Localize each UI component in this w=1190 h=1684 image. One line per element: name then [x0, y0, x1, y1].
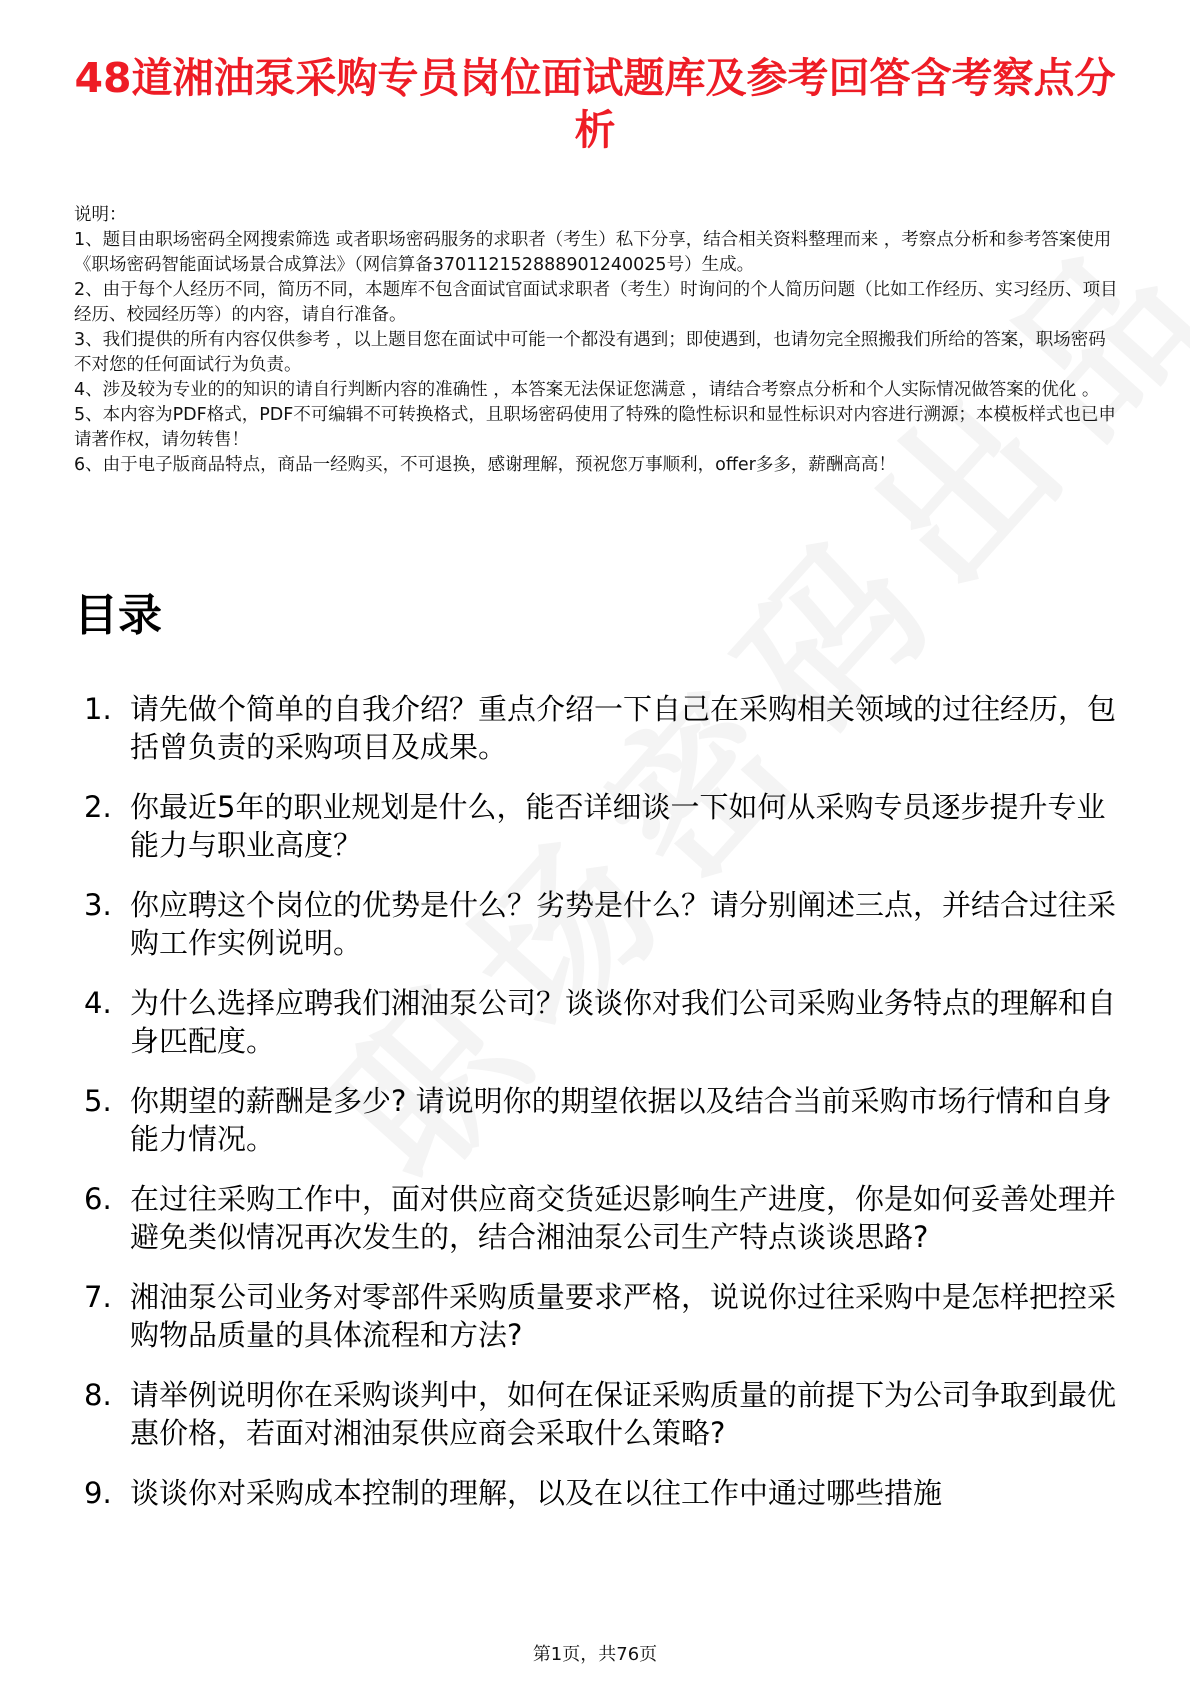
toc-item-text: 请举例说明你在采购谈判中，如何在保证采购质量的前提下为公司争取到最优惠价格，若面对湘油泵供应商会采取什么策略? — [130, 1378, 1117, 1450]
notes-heading: 说明： — [74, 205, 127, 225]
toc-item-number: 4. — [84, 986, 112, 1020]
toc-item-text: 你应聘这个岗位的优势是什么？劣势是什么？请分别阐述三点，并结合过往采购工作实例说明。 — [130, 888, 1117, 960]
toc-item-number: 1. — [84, 692, 112, 726]
notes-item: 3、我们提供的所有内容仅供参考 ，以上题目您在面试中可能一个都没有遇到；即使遇到，也请勿完全照搬我们所给的答案，职场密码不对您的任何面试行为负责。 — [74, 330, 1106, 375]
toc-item-number: 9. — [84, 1476, 112, 1510]
toc-item[interactable] — [74, 1474, 1124, 1512]
toc-item-text: 你期望的薪酬是多少? 请说明你的期望依据以及结合当前采购市场行情和自身能力情况。 — [130, 1084, 1112, 1156]
toc-item[interactable] — [74, 690, 1124, 766]
toc-item-text: 谈谈你对采购成本控制的理解，以及在以往工作中通过哪些措施 — [130, 1476, 943, 1510]
notes-item: 4、涉及较为专业的的知识的请自行判断内容的准确性 ，本答案无法保证您满意 ，请结合考察点分析和个人实际情况做答案的优化 。 — [74, 380, 1100, 400]
toc-item-text: 你最近5年的职业规划是什么，能否详细谈一下如何从采购专员逐步提升专业能力与职业高度？ — [130, 790, 1106, 862]
toc-item[interactable] — [74, 984, 1124, 1060]
notes-item: 2、由于每个人经历不同，简历不同，本题库不包含面试官面试求职者（考生）时询问的个人简历问题（比如工作经历、实习经历、项目经历、校园经历等）的内容，请自行准备。 — [74, 280, 1118, 325]
toc-item-number: 7. — [84, 1280, 112, 1314]
toc-item[interactable] — [74, 1082, 1124, 1158]
document-title: 48道湘油泵采购专员岗位面试题库及参考回答含考察点分析 — [74, 54, 1116, 154]
toc-item-text: 为什么选择应聘我们湘油泵公司？谈谈你对我们公司采购业务特点的理解和自身匹配度。 — [130, 986, 1117, 1058]
notes-section — [74, 203, 1122, 478]
toc-item-number: 3. — [84, 888, 112, 922]
toc-item-number: 5. — [84, 1084, 112, 1118]
notes-item: 5、本内容为PDF格式，PDF不可编辑不可转换格式，且职场密码使用了特殊的隐性标识和显性标识对内容进行溯源；本模板样式也已申请著作权，请勿转售！ — [74, 405, 1116, 450]
toc-item[interactable] — [74, 1180, 1124, 1256]
toc-item[interactable] — [74, 1376, 1124, 1452]
page-footer: 第1页，共76页 — [532, 1644, 658, 1665]
notes-item: 6、由于电子版商品特点，商品一经购买，不可退换，感谢理解，预祝您万事顺利，offer多多，薪酬高高！ — [74, 455, 896, 475]
notes-item: 1、题目由职场密码全网搜索筛选 或者职场密码服务的求职者（考生）私下分享，结合相关资料整理而来 ，考察点分析和参考答案使用《职场密码智能面试场景合成算法》（网信算备370112152888901240025号）生成。 — [74, 230, 1112, 275]
toc-item-number: 2. — [84, 790, 112, 824]
toc-item[interactable] — [74, 1278, 1124, 1354]
toc-heading: 目录 — [74, 590, 162, 641]
toc-item-text: 在过往采购工作中，面对供应商交货延迟影响生产进度，你是如何妥善处理并避免类似情况再次发生的，结合湘油泵公司生产特点谈谈思路? — [130, 1182, 1117, 1254]
toc-item[interactable] — [74, 886, 1124, 962]
toc-item-text: 湘油泵公司业务对零部件采购质量要求严格，说说你过往采购中是怎样把控采购物品质量的具体流程和方法? — [130, 1280, 1117, 1352]
toc-list — [74, 690, 1124, 1534]
toc-item-text: 请先做个简单的自我介绍？重点介绍一下自己在采购相关领域的过往经历，包括曾负责的采购项目及成果。 — [130, 692, 1117, 764]
toc-item-number: 6. — [84, 1182, 112, 1216]
toc-item-number: 8. — [84, 1378, 112, 1412]
toc-item[interactable] — [74, 788, 1124, 864]
